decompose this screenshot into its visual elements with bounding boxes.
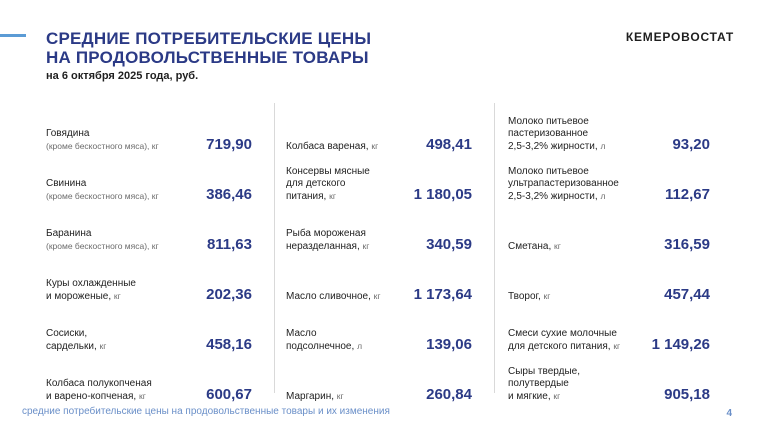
title-line-1: СРЕДНИЕ ПОТРЕБИТЕЛЬСКИЕ ЦЕНЫ <box>46 29 372 48</box>
price-item <box>286 353 472 403</box>
price-value: 260,84 <box>426 386 472 403</box>
price-item <box>286 153 472 203</box>
price-value: 340,59 <box>426 236 472 253</box>
product-name-line: Масло сливочное, <box>286 291 371 302</box>
product-name-line: и варено-копченая, <box>46 391 137 402</box>
price-item <box>46 303 252 353</box>
price-value: 600,67 <box>206 386 252 403</box>
price-item <box>46 353 252 403</box>
product-name-line: (кроме бескостного мяса), кг <box>46 241 159 251</box>
product-name-line: Говядина <box>46 128 90 139</box>
price-item <box>508 203 710 253</box>
price-value: 112,67 <box>664 186 710 203</box>
product-name-line: Рыба мороженая <box>286 228 366 239</box>
product-name-line: для детского <box>286 178 346 189</box>
product-name <box>508 328 620 353</box>
product-unit: кг <box>362 241 370 251</box>
column-divider <box>494 103 495 393</box>
page-subtitle: на 6 октября 2025 года, руб. <box>46 70 199 82</box>
product-name <box>508 366 580 403</box>
product-name-line: Сметана, <box>508 241 552 252</box>
product-unit: кг <box>553 391 561 401</box>
price-item <box>46 103 252 153</box>
price-value: 719,90 <box>206 136 252 153</box>
product-name <box>508 290 550 303</box>
product-name-line: Колбаса вареная, <box>286 141 369 152</box>
product-name <box>286 328 362 353</box>
product-unit: кг <box>329 191 336 201</box>
footer-caption: средние потребительские цены на продовольственные товары и их изменения <box>22 406 390 417</box>
product-name-line: питания, <box>286 191 327 202</box>
product-name-line: Сыры твердые, <box>508 366 580 377</box>
price-item <box>508 103 710 153</box>
price-value: 1 149,26 <box>651 336 710 353</box>
product-name-line: 2,5-3,2% жирности, <box>508 191 598 202</box>
product-name <box>508 240 561 253</box>
product-name <box>46 178 159 203</box>
page-title <box>46 29 371 67</box>
price-value: 139,06 <box>426 336 472 353</box>
product-name <box>508 166 619 203</box>
price-item <box>46 203 252 253</box>
product-unit: кг <box>371 141 379 151</box>
price-item <box>286 203 472 253</box>
product-name-line: Сосиски, <box>46 328 88 339</box>
product-name <box>286 140 378 153</box>
price-value: 1 173,64 <box>413 286 472 303</box>
product-name-line: Молоко питьевое <box>508 166 589 177</box>
price-column <box>508 103 710 403</box>
product-name <box>46 228 159 253</box>
product-name <box>508 116 605 153</box>
product-name-line: для детского питания, <box>508 341 611 352</box>
product-name-line: неразделанная, <box>286 241 360 252</box>
product-name-line: (кроме бескостного мяса), кг <box>46 191 159 201</box>
price-value: 1 180,05 <box>413 186 472 203</box>
product-name-line: пастеризованное <box>508 128 589 139</box>
price-value: 457,44 <box>664 286 710 303</box>
price-value: 458,16 <box>206 336 252 353</box>
price-item <box>508 353 710 403</box>
product-name-line: Маргарин, <box>286 391 335 402</box>
price-item <box>286 303 472 353</box>
price-item <box>286 253 472 303</box>
product-name-line: Баранина <box>46 228 92 239</box>
page-number: 4 <box>726 408 732 419</box>
product-unit: кг <box>554 241 561 251</box>
product-unit: кг <box>99 341 107 351</box>
product-name-line: Масло <box>286 328 317 339</box>
product-name-line: сардельки, <box>46 341 97 352</box>
product-name <box>46 278 136 303</box>
price-item <box>508 253 710 303</box>
price-item <box>46 153 252 203</box>
product-name-line: Молоко питьевое <box>508 116 589 127</box>
price-value: 811,63 <box>206 236 252 253</box>
price-value: 905,18 <box>664 386 710 403</box>
price-value: 93,20 <box>672 136 710 153</box>
price-value: 316,59 <box>664 236 710 253</box>
product-unit: л <box>357 341 363 351</box>
product-name-line: Колбаса полукопченая <box>46 378 152 389</box>
title-line-2: НА ПРОДОВОЛЬСТВЕННЫЕ ТОВАРЫ <box>46 48 369 67</box>
product-unit: кг <box>138 391 146 401</box>
product-name <box>286 390 344 403</box>
product-name-line: Творог, <box>508 291 541 302</box>
product-unit: кг <box>613 341 621 351</box>
product-name <box>286 290 381 303</box>
product-name-line: полутвердые <box>508 378 569 389</box>
price-column <box>286 103 472 403</box>
product-name-line: и мороженые, <box>46 291 112 302</box>
product-name-line: ультрапастеризованное <box>508 178 619 189</box>
product-name <box>46 328 106 353</box>
price-item <box>286 103 472 153</box>
product-name-line: подсолнечное, <box>286 341 355 352</box>
product-name-line: (кроме бескостного мяса), кг <box>46 141 159 151</box>
price-value: 498,41 <box>426 136 472 153</box>
price-item <box>508 303 710 353</box>
product-unit: л <box>600 191 606 201</box>
product-unit: кг <box>336 391 344 401</box>
price-item <box>46 253 252 303</box>
column-divider <box>274 103 275 393</box>
accent-bar <box>0 34 26 37</box>
product-unit: кг <box>373 291 381 301</box>
product-name-line: Куры охлажденные <box>46 278 136 289</box>
product-name <box>46 378 152 403</box>
product-unit: л <box>600 141 606 151</box>
product-unit: кг <box>543 291 551 301</box>
product-name-line: Смеси сухие молочные <box>508 328 617 339</box>
price-item <box>508 153 710 203</box>
product-name <box>286 166 370 203</box>
product-name-line: 2,5-3,2% жирности, <box>508 141 598 152</box>
price-column <box>46 103 252 403</box>
product-name <box>46 128 159 153</box>
product-name-line: Свинина <box>46 178 87 189</box>
price-value: 386,46 <box>206 186 252 203</box>
brand-logo-text: КЕМЕРОВОСТАТ <box>625 30 734 44</box>
price-value: 202,36 <box>206 286 252 303</box>
product-name <box>286 228 369 253</box>
product-unit: кг <box>113 291 121 301</box>
product-name-line: и мягкие, <box>508 391 551 402</box>
product-name-line: Консервы мясные <box>286 166 370 177</box>
